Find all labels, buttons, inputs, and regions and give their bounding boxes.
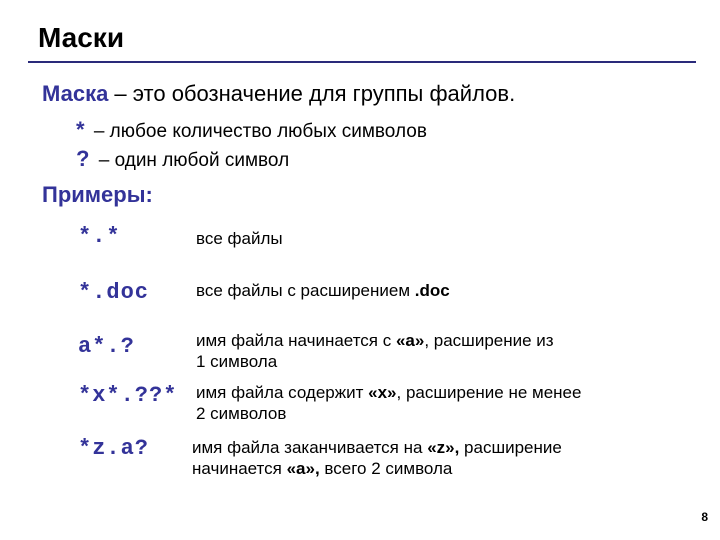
bullet-symbol: ? (76, 146, 90, 171)
example-mask: *x*.??* (78, 383, 178, 408)
bullet-question (76, 146, 289, 172)
example-description (192, 437, 562, 479)
desc-emphasis: «z», (427, 438, 460, 457)
desc-text: , расширение не менее (396, 383, 582, 402)
desc-text: имя файла содержит (196, 383, 369, 402)
desc-text: все файлы с расширением (196, 281, 415, 300)
example-description (196, 382, 581, 424)
desc-text: 1 символа (196, 352, 278, 371)
example-description (196, 228, 283, 249)
example-mask: *.doc (78, 280, 150, 305)
desc-text: расширение (459, 438, 562, 457)
desc-emphasis: «a», (286, 459, 320, 478)
page-number: 8 (701, 510, 708, 524)
definition-term: Маска (42, 81, 109, 106)
example-mask: *z.a? (78, 436, 150, 461)
title-divider (28, 61, 696, 63)
bullet-text: – любое количество любых символов (88, 121, 427, 142)
desc-text: имя файла начинается с (196, 331, 396, 350)
desc-text: имя файла заканчивается на (192, 438, 428, 457)
desc-text: , расширение из (424, 331, 554, 350)
example-mask: *.* (78, 224, 121, 249)
example-mask: a*.? (78, 334, 135, 359)
desc-emphasis: .doc (414, 281, 450, 300)
desc-text: все файлы (196, 229, 283, 248)
examples-heading: Примеры: (42, 182, 153, 207)
example-description (196, 330, 554, 372)
bullet-symbol: * (76, 117, 85, 142)
bullet-text: – один любой символ (93, 150, 290, 171)
bullet-star (76, 117, 427, 143)
slide-title: Маски (38, 22, 125, 53)
desc-emphasis: «a» (395, 331, 425, 350)
desc-text: всего 2 символа (319, 459, 453, 478)
example-description (196, 280, 450, 301)
desc-text: начинается (192, 459, 287, 478)
desc-text: 2 символов (196, 404, 287, 423)
desc-emphasis: «x» (368, 383, 397, 402)
mask-definition (42, 81, 515, 107)
definition-text: – это обозначение для группы файлов. (108, 81, 516, 106)
